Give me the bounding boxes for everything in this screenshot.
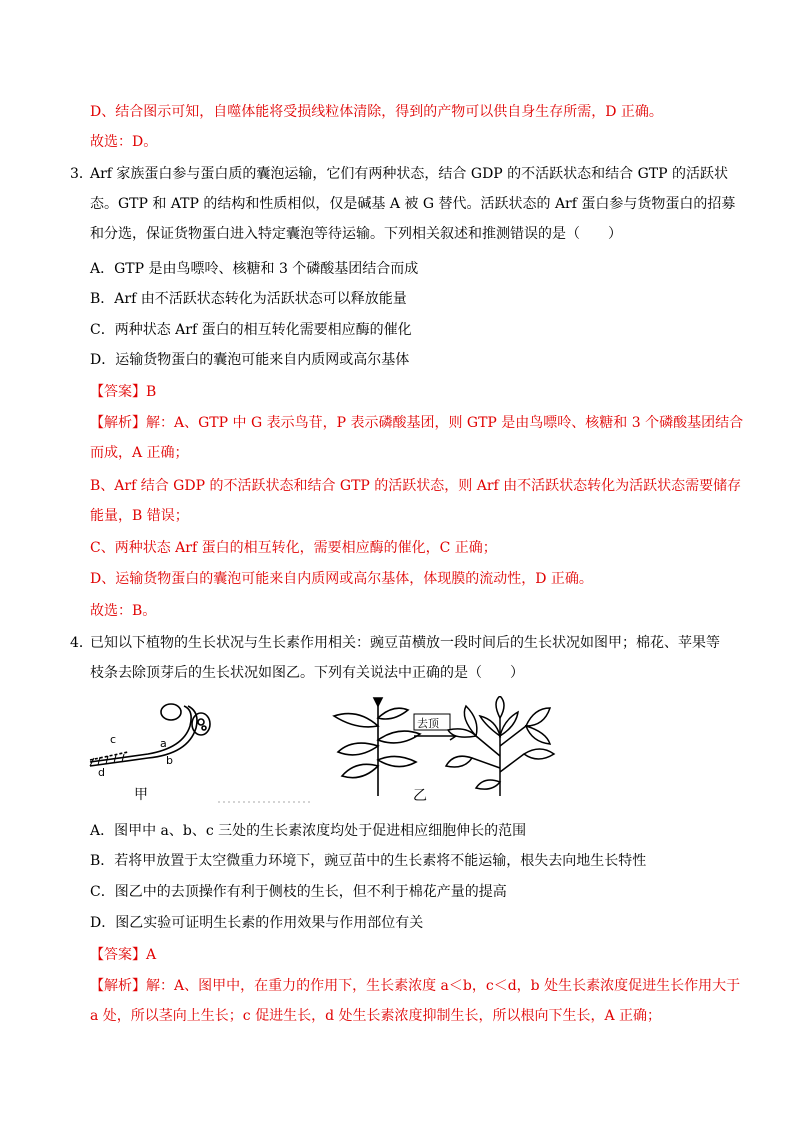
q2-final-choice: 故选：D。	[90, 134, 158, 150]
q4-figure	[88, 696, 568, 806]
figure-arrow-label: 去顶	[417, 717, 439, 730]
q3-final-choice: 故选：B。	[90, 603, 157, 619]
figure-label-yi: 乙	[413, 788, 427, 804]
q4-option-c: C．图乙中的去顶操作有利于侧枝的生长，但不利于棉花产量的提高	[90, 884, 507, 900]
q4-stem-line-1: 已知以下植物的生长状况与生长素作用相关：豌豆苗横放一段时间后的生长状况如图甲；棉花、苹果等	[90, 635, 720, 651]
q3-stem-line-3: 和分选，保证货物蛋白进入特定囊泡等待运输。下列相关叙述和推测错误的是（ ）	[90, 226, 622, 242]
figure-yi-plant-topped	[446, 696, 554, 796]
q3-analysis-line-5: C、两种状态 Arf 蛋白的相互转化，需要相应酶的催化，C 正确；	[90, 540, 497, 556]
q3-option-d: D．运输货物蛋白的囊泡可能来自内质网或高尔基体	[90, 352, 410, 368]
figure-yi-plant-intact	[334, 698, 420, 796]
q4-analysis-line-1: 【解析】解：A、图甲中，在重力的作用下，生长素浓度 a＜b，c＜d，b 处生长素浓度促进生长作用大于	[90, 978, 741, 994]
figure-point-a: a	[160, 737, 167, 750]
q3-analysis-line-4: 能量，B 错误；	[90, 508, 189, 524]
figure-jia-seedling	[90, 704, 210, 766]
q3-analysis-line-6: D、运输货物蛋白的囊泡可能来自内质网或高尔基体，体现膜的流动性，D 正确。	[90, 571, 593, 587]
figure-point-b: b	[166, 754, 173, 767]
q3-analysis-line-3: B、Arf 结合 GDP 的不活跃状态和结合 GTP 的活跃状态，则 Arf 由不活跃状态转化为活跃状态需要储存	[90, 478, 742, 494]
q4-option-d: D．图乙实验可证明生长素的作用效果与作用部位有关	[90, 915, 424, 931]
q3-stem-line-1: Arf 家族蛋白参与蛋白质的囊泡运输，它们有两种状态，结合 GDP 的不活跃状态和结合 GTP 的活跃状	[90, 166, 729, 182]
q3-stem-line-2: 态。GTP 和 ATP 的结构和性质相似，仅是碱基 A 被 G 替代。活跃状态的 Arf 蛋白参与货物蛋白的招募	[90, 196, 736, 212]
q4-number: 4．	[70, 635, 93, 651]
figure-label-jia: 甲	[134, 787, 148, 803]
q2-option-d-analysis: D、结合图示可知，自噬体能将受损线粒体清除，得到的产物可以供自身生存所需，D 正确。	[90, 104, 663, 120]
q4-stem-line-2: 枝条去除顶芽后的生长状况如图乙。下列有关说法中正确的是（ ）	[90, 665, 524, 681]
q3-option-a: A．GTP 是由鸟嘌呤、核糖和 3 个磷酸基团结合而成	[90, 261, 419, 277]
figure-point-c: c	[110, 733, 117, 746]
q3-option-c: C．两种状态 Arf 蛋白的相互转化需要相应酶的催化	[90, 322, 412, 338]
q3-analysis-line-1: 【解析】解：A、GTP 中 G 表示鸟苷，P 表示磷酸基团，则 GTP 是由鸟嘌呤、核糖和 3 个磷酸基团结合	[90, 415, 744, 431]
q3-option-b: B．Arf 由不活跃状态转化为活跃状态可以释放能量	[90, 291, 407, 307]
figure-point-d: d	[98, 766, 105, 779]
q4-answer: 【答案】A	[90, 947, 157, 963]
q3-answer: 【答案】B	[90, 384, 157, 400]
q4-analysis-line-2: a 处，所以茎向上生长；c 促进生长，d 处生长素浓度抑制生长，所以根向下生长，A 正确；	[90, 1008, 662, 1024]
q3-analysis-line-2: 而成，A 正确；	[90, 445, 189, 461]
q4-option-b: B．若将甲放置于太空微重力环境下，豌豆苗中的生长素将不能运输，根失去向地生长特性	[90, 853, 647, 869]
q3-number: 3．	[70, 166, 93, 182]
q4-option-a: A．图甲中 a、b、c 三处的生长素浓度均处于促进相应细胞伸长的范围	[90, 823, 527, 839]
